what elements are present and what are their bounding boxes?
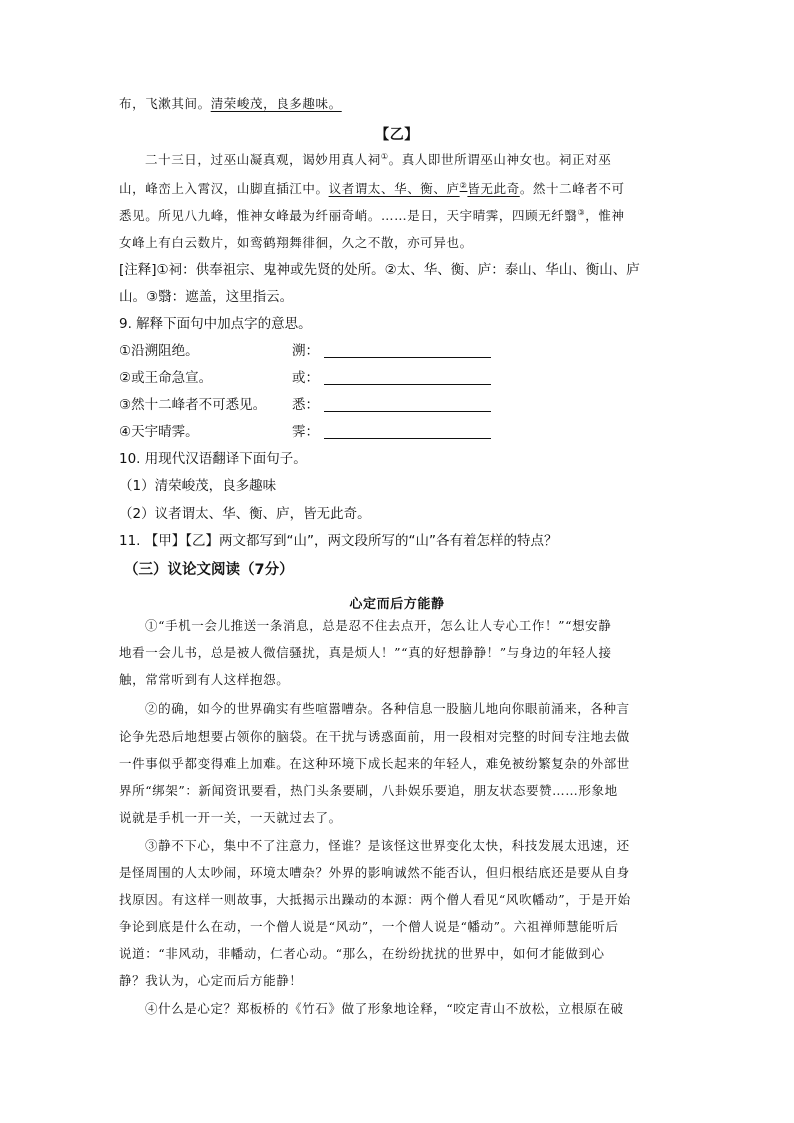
footnote-marker-3: ③ bbox=[577, 207, 586, 217]
q9-item-4-sentence: ④天宇晴霁。 bbox=[119, 424, 199, 440]
passage-jia-tail-underlined: 清荣峻茂，良多趣味。 bbox=[210, 96, 342, 111]
passage-yi-line-2-underlined: 议者谓太、华、衡、庐 bbox=[328, 181, 460, 196]
para2-line-5: 说就是手机一开一关，一天就过去了。 bbox=[119, 810, 342, 825]
passage-yi-line-3-text: 悉见。所见八九峰，惟神女峰最为纤丽奇峭。……是日，天宇晴霁，四顾无纤翳 bbox=[119, 208, 578, 223]
passage-yi-line-2-text: 山，峰峦上入霄汉，山脚直插江中。 bbox=[119, 181, 329, 196]
passage-yi-line-3-end: ，惟神 bbox=[585, 208, 625, 223]
para3-line-4: 争论到底是什么在动，一个僧人说是“风动”，一个僧人说是“幡动”。六祖禅师慧能听后 bbox=[119, 919, 619, 934]
q9-item-2-sentence: ②或王命急宣。 bbox=[119, 370, 213, 386]
para3-line-3: 找原因。有这样一则故事，大抵揭示出躁动的本源：两个僧人看见“风吹幡动”，于是开始 bbox=[119, 892, 631, 907]
q9-item-1-answer-blank[interactable] bbox=[324, 357, 491, 358]
article-title: 心定而后方能静 bbox=[349, 597, 445, 612]
para1-line-3: 触，常常听到有人这样抱怨。 bbox=[119, 672, 290, 687]
q9-item-3-word: 悉： bbox=[292, 397, 319, 413]
para2-line-2: 论争先恐后地想要占领你的脑袋。在干扰与诱惑面前，用一段相对完整的时间专注地去做 bbox=[119, 729, 630, 744]
passage-jia-tail bbox=[119, 98, 342, 111]
section3-heading: （三）议论文阅读（7分） bbox=[124, 562, 294, 578]
passage-yi-line-1-end: 。真人即世所谓巫山神女也。祠正对巫 bbox=[388, 152, 612, 167]
q9-prompt: 9. 解释下面句中加点字的意思。 bbox=[119, 316, 312, 332]
para2-line-1: ②的确，如今的世界确实有些喧嚣嘈杂。各种信息一股脑儿地向你眼前涌来，各种言 bbox=[145, 701, 630, 716]
footnote-marker-2: ② bbox=[459, 180, 468, 190]
para3-line-1: ③静不下心，集中不了注意力，怪谁？是该怪这世界变化太快，科技发展太迅速，还 bbox=[145, 838, 630, 853]
q9-item-1-word: 溯： bbox=[292, 343, 319, 359]
q10-item-1: （1）清荣峻茂，良多趣味 bbox=[119, 478, 277, 494]
para4-line-1: ④什么是心定？郑板桥的《竹石》做了形象地诠释，“咬定青山不放松，立根原在破 bbox=[145, 1001, 624, 1016]
passage-yi-line-3 bbox=[119, 207, 625, 223]
para1-line-2: 地看一会儿书，总是被人微信骚扰，真是烦人！”“真的好想静静！”与身边的年轻人接 bbox=[119, 645, 612, 660]
q9-item-3-answer-blank[interactable] bbox=[324, 411, 491, 412]
passage-yi-line-2-underlined-b: 皆无此奇 bbox=[467, 181, 520, 196]
notes-line-1: [注释]①祠：供奉祖宗、鬼神或先贤的处所。②太、华、衡、庐：泰山、华山、衡山、庐 bbox=[119, 262, 640, 278]
q9-item-2-word: 或： bbox=[292, 370, 319, 386]
para2-line-4: 界所“绑架”：新闻资讯要看，热门头条要刷，八卦娱乐要追，朋友状态要赞……形象地 bbox=[119, 783, 618, 798]
q11-prompt: 11. 【甲】【乙】两文都写到“山”，两文段所写的“山”各有着怎样的特点？ bbox=[119, 533, 558, 549]
para1-line-1: ①“手机一会儿推送一条消息，总是忍不住去点开，怎么让人专心工作！”“想安静 bbox=[145, 618, 612, 633]
q10-item-2: （2）议者谓太、华、衡、庐，皆无此奇。 bbox=[119, 506, 371, 522]
q9-item-3-sentence: ③然十二峰者不可悉见。 bbox=[119, 397, 267, 413]
para3-line-2: 是怪周围的人太吵闹，环境太嘈杂？外界的影响诚然不能否认，但归根结底还是要从自身 bbox=[119, 865, 630, 880]
q10-prompt: 10. 用现代汉语翻译下面句子。 bbox=[119, 451, 307, 467]
passage-yi-line-4 bbox=[119, 237, 473, 250]
para3-line-6: 静？我认为，心定而后方能静！ bbox=[119, 973, 303, 988]
passage-yi-line-2 bbox=[119, 180, 625, 196]
footnote-marker-1: ① bbox=[380, 151, 389, 161]
q9-item-4-word: 霁： bbox=[292, 424, 319, 440]
passage-yi-line-2-end: 。然十二峰者不可 bbox=[519, 181, 625, 196]
q9-item-4-answer-blank[interactable] bbox=[324, 438, 491, 439]
passage-jia-tail-prefix: 布，飞漱其间。 bbox=[119, 96, 211, 111]
passage-yi-title: 【乙】 bbox=[375, 127, 419, 143]
passage-yi-line-1 bbox=[145, 151, 612, 167]
para2-line-3: 一件事似乎都变得难上加难。在这种环境下成长起来的年轻人，难免被纷繁复杂的外部世 bbox=[119, 756, 630, 771]
passage-yi-line-1-text: 二十三日，过巫山凝真观，谒妙用真人祠 bbox=[145, 152, 381, 167]
passage-yi-line-4-text: 女峰上有白云数片，如鸾鹤翔舞徘徊，久之不散，亦可异也。 bbox=[119, 235, 473, 250]
q9-item-2-answer-blank[interactable] bbox=[324, 384, 491, 385]
para3-line-5: 说道：“非风动，非幡动，仁者心动。“那么，在纷纷扰扰的世界中，如何才能做到心 bbox=[119, 946, 605, 961]
q9-item-1-sentence: ①沿溯阻绝。 bbox=[119, 343, 199, 359]
notes-line-2: 山。③翳：遮盖，这里指云。 bbox=[119, 289, 294, 305]
